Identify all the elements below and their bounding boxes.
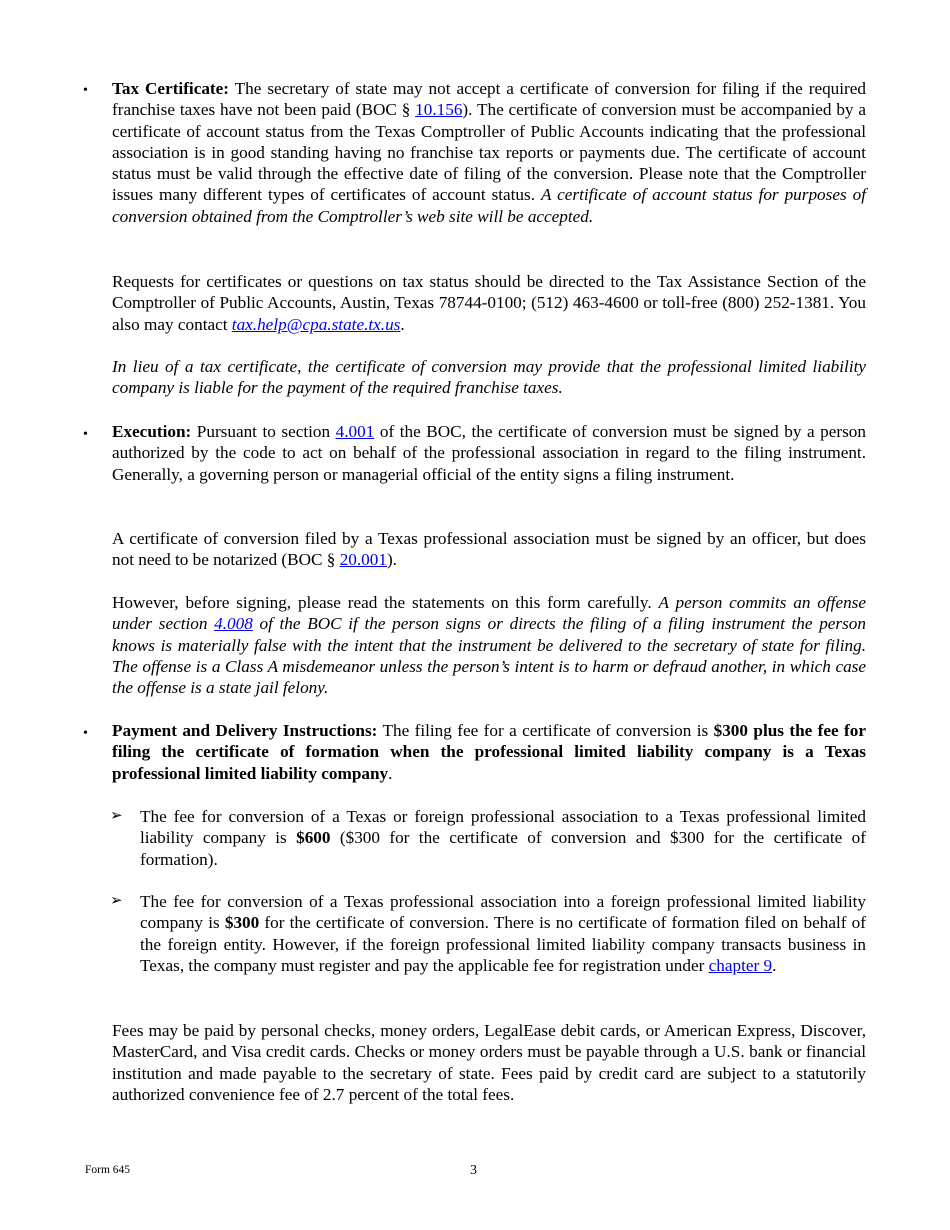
page-number: 3: [470, 1163, 477, 1178]
bullet-icon: •: [83, 427, 88, 442]
bullet-icon: •: [83, 726, 88, 741]
tax-lieu-paragraph: In lieu of a tax certificate, the certificate of conversion may provide that the professional limited liability company is liable for the payment of the required franchise taxes.: [112, 357, 866, 398]
fee-texas-conversion-item: The fee for conversion of a Texas or foreign professional association to a Texas professional limited liability company is $600 ($300 for the certificate of conversion and $300 for the certificate of formation).: [140, 807, 866, 869]
boc-4001-link[interactable]: 4.001: [335, 422, 375, 441]
form-number: Form 645: [85, 1164, 131, 1176]
execution-warning-paragraph: However, before signing, please read the statements on this form carefully. A person commits an offense under section 4.008 of the BOC if the person signs or directs the filing of a filing instrument the person knows is materially false with the intent that the instrument be delivered to the secretary of state for filing. The offense is a Class A misdemeanor unless the person’s intent is to harm or defraud another, in which case the offense is a state jail felony.: [112, 593, 866, 698]
bullet-icon: •: [83, 83, 88, 98]
tax-help-email-link[interactable]: tax.help@cpa.state.tx.us: [231, 314, 401, 334]
tax-certificate-paragraph: Tax Certificate: The secretary of state may not accept a certificate of conversion for filing if the required franchise taxes have not been paid (BOC § 10.156). The certificate of conversion must be accompanied by a certificate of account status from the Texas Comptroller of Public Accounts indicating that the professional association is in good standing having no franchise tax reports or payments due. The certificate of account status must be valid through the effective date of filing of the conversion. Please note that the Comptroller issues many different types of certificates of account status. A certificate of account status for purposes of conversion obtained from the Comptroller’s web site will be accepted.: [112, 79, 866, 226]
fees-payment-methods-paragraph: Fees may be paid by personal checks, money orders, LegalEase debit cards, or American Express, Discover, MasterCard, and Visa credit cards. Checks or money orders must be payable through a U.S. bank or financial institution and made payable to the secretary of state. Fees paid by credit card are subject to a statutorily authorized convenience fee of 2.7 percent of the total fees.: [112, 1021, 866, 1104]
chapter-9-link[interactable]: chapter 9: [708, 955, 773, 975]
payment-heading: Payment and Delivery Instructions:: [112, 721, 378, 740]
execution-officer-paragraph: A certificate of conversion filed by a Texas professional association must be signed by an officer, but does not need to be notarized (BOC § 20.001).: [112, 529, 866, 570]
fee-foreign-conversion-item: The fee for conversion of a Texas professional association into a foreign professional limited liability company is $300 for the certificate of conversion. There is no certificate of formation filed on behalf of the foreign entity. However, if the foreign professional limited liability company transacts business in Texas, the company must register and pay the applicable fee for registration under chapter 9.: [140, 892, 867, 975]
arrow-bullet-icon: ➢: [110, 808, 123, 824]
payment-paragraph: Payment and Delivery Instructions: The filing fee for a certificate of conversion is $300 plus the fee for filing the certificate of formation when the professional limited liability company is a Texas professional limited liability company.: [112, 721, 867, 783]
tax-certificate-heading: Tax Certificate:: [112, 79, 229, 98]
execution-heading: Execution:: [112, 422, 192, 441]
arrow-bullet-icon: ➢: [110, 893, 123, 909]
tax-requests-paragraph: Requests for certificates or questions on tax status should be directed to the Tax Assistance Section of the Comptroller of Public Accounts, Austin, Texas 78744-0100; (512) 463-4600 or toll-free (800) 252-1381. You also may contact tax.help@cpa.state.tx.us.: [112, 272, 866, 334]
execution-paragraph: Execution: Pursuant to section 4.001 of the BOC, the certificate of conversion must be signed by a person authorized by the code to act on behalf of the professional association in regard to the filing instrument. Generally, a governing person or managerial official of the entity signs a filing instrument.: [112, 422, 866, 484]
boc-4008-link[interactable]: 4.008: [214, 614, 253, 634]
boc-20001-link[interactable]: 20.001: [339, 550, 387, 570]
boc-10156-link[interactable]: 10.156: [415, 100, 463, 120]
